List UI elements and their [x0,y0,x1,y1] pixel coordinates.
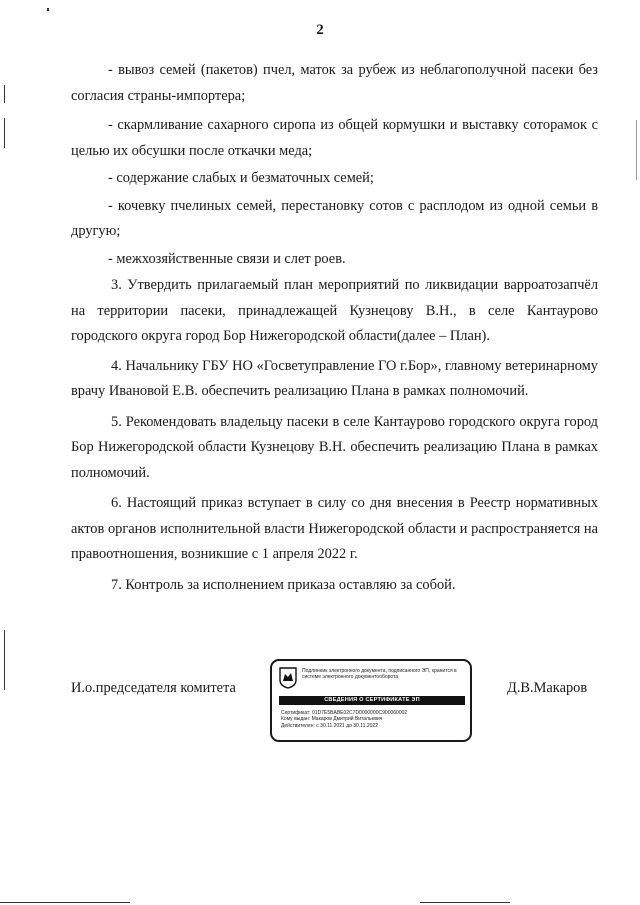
stamp-header: Подлинник электронного документа, подписанного ЭП, хранится в системе электронного документооборота [302,668,457,681]
scan-mark [0,902,130,903]
paragraph-ban-migration: - кочевку пчелиных семей, перестановку сотов с расплодом из одной семьи в другую; [71,197,598,239]
page-number: 2 [316,22,324,38]
scan-mark [47,8,49,11]
paragraph-ban-weak-colonies: - содержание слабых и безматочных семей; [108,170,374,186]
coat-of-arms-icon [279,667,297,689]
paragraph-item-6: 6. Настоящий приказ вступает в силу со дня внесения в Реестр нормативных актов органов исполнительной власти Нижегородской области и распространяется на правоотношения, возникшие с 1 апреля 2022 г. [71,495,598,562]
scan-mark [420,902,510,903]
scan-mark [4,118,5,148]
stamp-title: СВЕДЕНИЯ О СЕРТИФИКАТЕ ЭП [279,696,465,705]
paragraph-item-7: 7. Контроль за исполнением приказа оставляю за собой. [111,576,456,593]
paragraph-item-4: 4. Начальнику ГБУ НО «Госветуправление ГО г.Бор», главному ветеринарному врачу Ивановой Е.В. обеспечить реализацию Плана в рамках полномочий. [71,357,598,399]
paragraph-ban-swarming: - межхозяйственные связи и слет роев. [108,250,346,267]
paragraph-ban-export: - вывоз семей (пакетов) пчел, маток за рубеж из неблагополучной пасеки без согласия страны-импортера; [71,62,598,104]
signer-name: Д.В.Макаров [507,680,588,696]
scan-mark [4,85,5,103]
stamp-validity: Действителен: с 30.11.2021 до 30.11.2022 [281,722,378,729]
stamp-issued-to: Кому выдан: Макаров Дмитрий Витальевич [281,716,383,723]
paragraph-ban-syrup: - скармливание сахарного сиропа из общей кормушки и выставку сотoрамок с целью их обсушки после откачки меда; [71,117,598,159]
stamp-details [281,710,467,729]
document-body [71,58,598,598]
paragraph-item-3: 3. Утвердить прилагаемый план мероприятий по ликвидации варроатозапчёл на территории пасеки, принадлежащей Кузнецову В.Н., в селе Кантаурово городского округа город Бор Нижегородской области(далее – План). [71,277,598,344]
scan-mark [4,630,5,690]
signer-position: И.о.председателя комитета [71,680,236,696]
scan-mark [636,120,637,180]
stamp-certificate: Сертификат: 01D7E5BABE02C7D0000000C900060002 [281,710,408,716]
electronic-signature-stamp [270,659,472,742]
paragraph-item-5: 5. Рекомендовать владельцу пасеки в селе Кантаурово городского округа город Бор Нижегородской области Кузнецову В.Н. обеспечить реализацию Плана в рамках полномочий. [71,413,598,481]
